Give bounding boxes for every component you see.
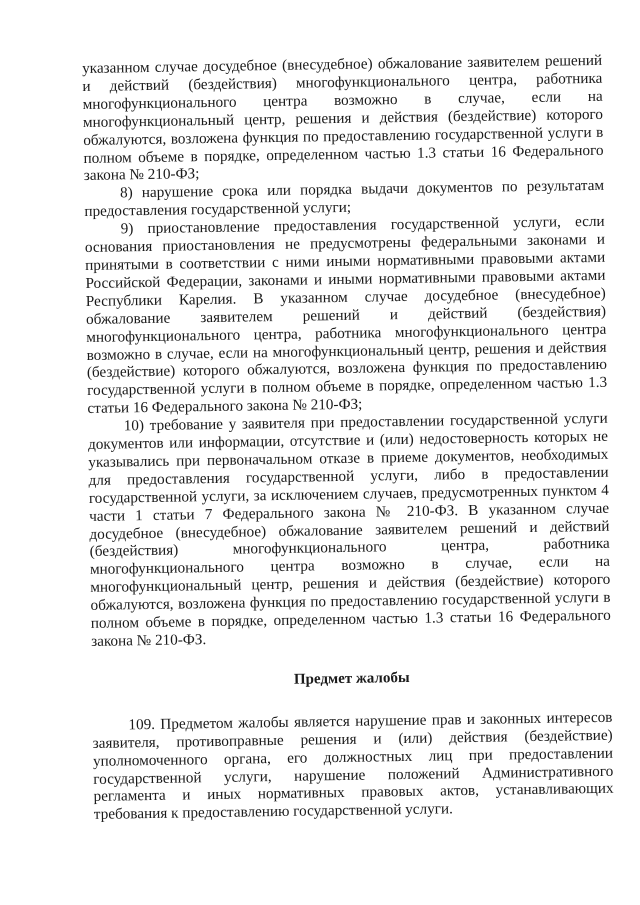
section-heading: Предмет жалобы xyxy=(293,669,410,688)
paragraph-109: 109. Предметом жалобы является нарушение прав и законных интересов заявителя, противоправные решения и (или) действия (бездействие) уполномоченного органа, его должностных лиц при предоставлении государственной услуги, нарушение положений Административного регламента и иных нормативных правовых актов, устанавливающих требования к предоставлению государственной услуги. xyxy=(92,708,614,824)
paragraph-item-10: 10) требование у заявителя при предоставлении государственной услуги документов или информации, отсутствие и (или) недостоверность которых не указывались при первоначальном отказе в приеме документов, необходимых для предоставления государственной услуги, либо в предоставлении государственной услуги, за исключением случаев, предусмотренных пунктом 4 части 1 статьи 7 Федерального закона № 210-ФЗ. В указанном случае досудебное (внесудебное) обжалование заявителем решений и действий (бездействия) многофункционального центра, работника многофункционального центра возможно в случае, если на многофункциональный центр, решения и действия (бездействие) которого обжалуются, возложена функция по предоставлению государственной услуги в полном объеме в порядке, определенном частью 1.3 статьи 16 Федерального закона № 210-ФЗ. xyxy=(87,409,611,650)
paragraph-item-9: 9) приостановление предоставления государственной услуги, если основания приостановления не предусмотрены федеральными законами и принятыми в соответствии с ними иными нормативными правовыми актами Российской Федерации, законами и иными нормативными правовыми актами Республики Карелия. В указанном случае досудебное (внесудебное) обжалование заявителем решений и действий (бездействия) многофункционального центра, работника многофункционального центра возможно в случае, если на многофункциональный центр, решения и действия (бездействие) которого обжалуются, возложена функция по предоставлению государственной услуги в полном объеме в порядке, определенном частью 1.3 статьи 16 Федерального закона № 210-ФЗ; xyxy=(84,212,608,418)
paragraph-continuation: указанном случае досудебное (внесудебное) обжалование заявителем решений и действий (бездействия) многофункционального центра, работника многофункционального центра возможно в случае, если на многофункциональный центр, решения и действия (бездействие) которого обжалуются, возложена функция по предоставлению государственной услуги в полном объеме в порядке, определенном частью 1.3 статьи 16 Федерального закона № 210-ФЗ; xyxy=(82,51,604,185)
document-body xyxy=(82,52,614,824)
paragraph-item-8: 8) нарушение срока или порядка выдачи документов по результатам предоставления государственной услуги; xyxy=(84,177,605,221)
